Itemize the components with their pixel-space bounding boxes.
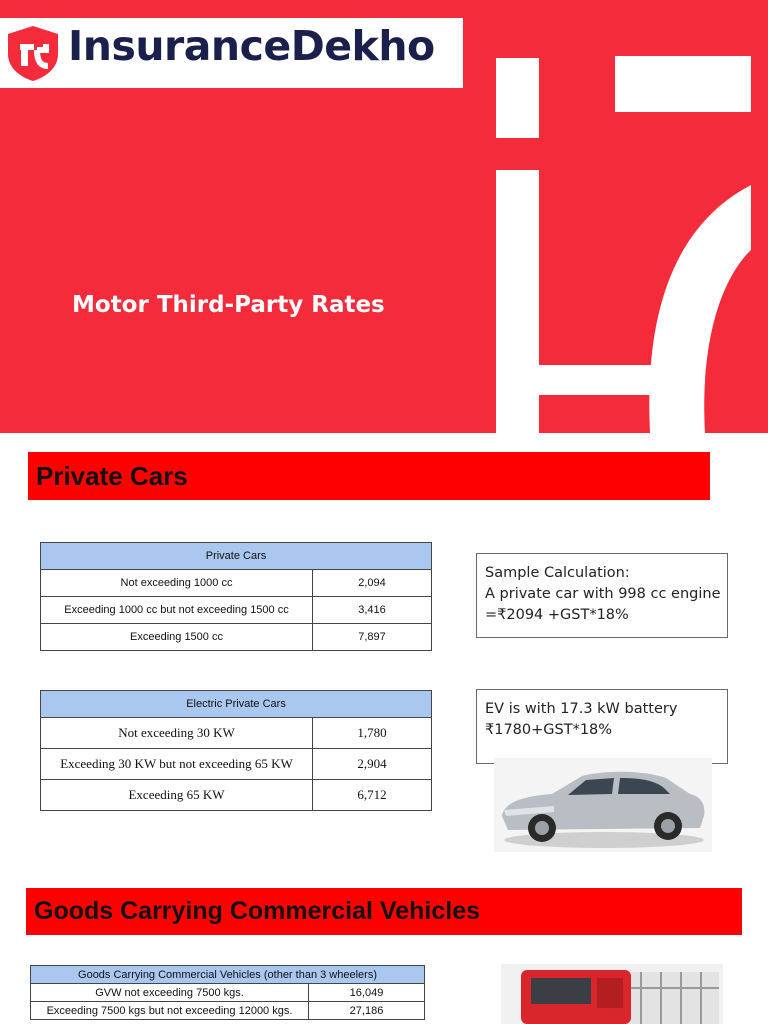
table-row (31, 984, 425, 1002)
row-value: 1,780 (313, 718, 432, 749)
row-label: Not exceeding 1000 cc (41, 570, 313, 597)
table-row (41, 570, 432, 597)
ev-calculation-note (476, 689, 728, 764)
electric-cars-table (40, 690, 432, 811)
row-label: Exceeding 7500 kgs but not exceeding 12000 kgs. (31, 1002, 309, 1020)
shield-logo-icon (4, 24, 62, 82)
note-line: EV is with 17.3 kW battery (485, 701, 678, 717)
table-row (31, 1002, 425, 1020)
table-header: Private Cars (41, 543, 432, 570)
row-label: Exceeding 30 KW but not exceeding 65 KW (41, 749, 313, 780)
row-value: 2,904 (313, 749, 432, 780)
brand-graphic (480, 0, 768, 433)
goods-vehicles-table (30, 965, 425, 1020)
car-image (494, 758, 712, 852)
section-private-cars: Private Cars (28, 452, 710, 500)
row-label: Exceeding 1000 cc but not exceeding 1500 cc (41, 597, 313, 624)
table-row (41, 749, 432, 780)
table-header: Electric Private Cars (41, 691, 432, 718)
truck-image (501, 964, 723, 1024)
truck-icon (501, 964, 723, 1024)
table-row (41, 780, 432, 811)
logo (0, 18, 463, 88)
note-line: ₹1780+GST*18% (485, 722, 613, 738)
row-value: 2,094 (313, 570, 432, 597)
row-value: 6,712 (313, 780, 432, 811)
row-label: GVW not exceeding 7500 kgs. (31, 984, 309, 1002)
table-header: Goods Carrying Commercial Vehicles (other than 3 wheelers) (31, 966, 425, 984)
sample-calculation-note (476, 553, 728, 638)
brand-name: InsuranceDekho (68, 22, 435, 70)
hero-banner (0, 0, 768, 433)
row-label: Not exceeding 30 KW (41, 718, 313, 749)
table-row (41, 718, 432, 749)
row-label: Exceeding 65 KW (41, 780, 313, 811)
note-line: Sample Calculation: (485, 565, 630, 581)
row-value: 3,416 (313, 597, 432, 624)
row-label: Exceeding 1500 cc (41, 624, 313, 651)
note-line: =₹2094 +GST*18% (485, 607, 629, 623)
note-line: A private car with 998 cc engine (485, 586, 721, 602)
table-row (41, 624, 432, 651)
row-value: 7,897 (313, 624, 432, 651)
private-cars-table (40, 542, 432, 651)
section-goods-carrying: Goods Carrying Commercial Vehicles (26, 888, 742, 935)
hero-title: Motor Third-Party Rates (72, 292, 385, 318)
row-value: 16,049 (309, 984, 425, 1002)
row-value: 27,186 (309, 1002, 425, 1020)
table-row (41, 597, 432, 624)
